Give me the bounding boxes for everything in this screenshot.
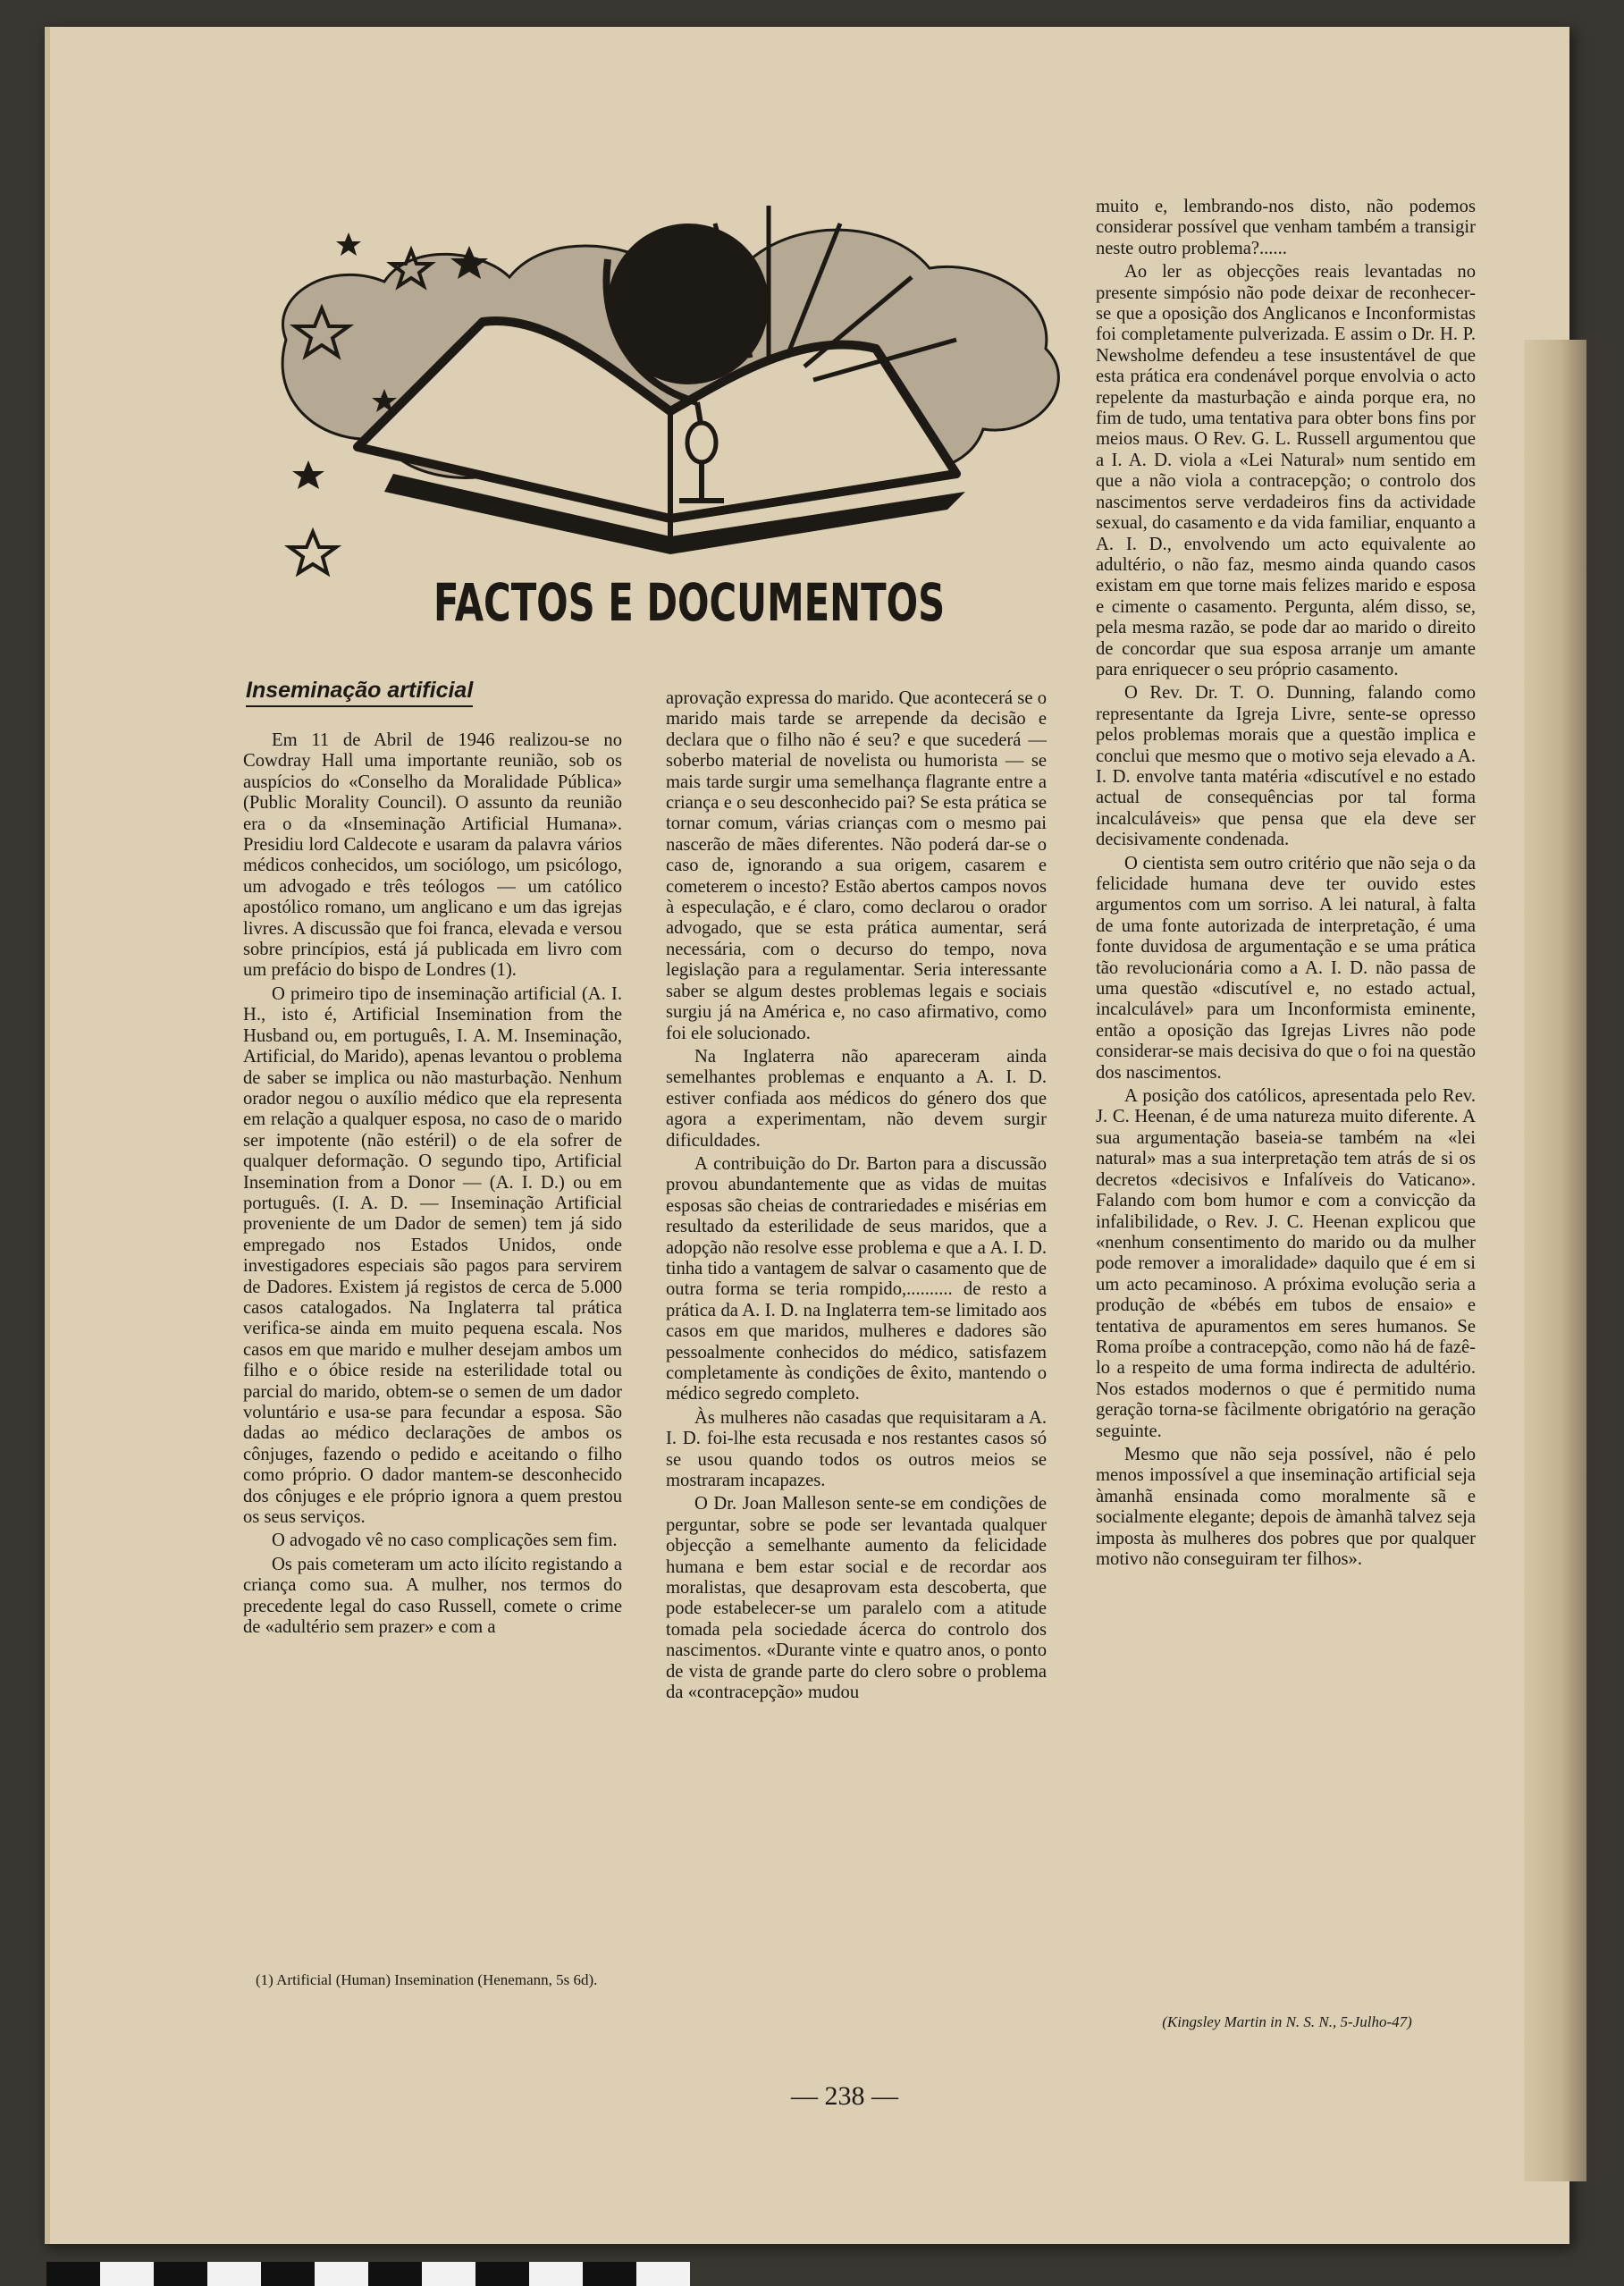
paragraph: Às mulheres não casadas que requisitaram a A. I. D. foi-lhe esta recusada e nos restantes casos só se usou quando todos os outros meios se mostraram incapazes. xyxy=(666,1407,1047,1491)
text-column-1 xyxy=(243,730,622,1641)
paragraph: O primeiro tipo de inseminação artificial (A. I. H., isto é, Artificial Insemination from the Husband ou, em português, I. A. M. Inseminação, Artificial, do Marido), apenas levantou o problema de saber se implica ou não masturbação. Nenhum orador negou o auxílio médico que ela representa em relação a qualquer esposa, no caso de o marido ser impotente (não estéril) o de ela sofrer de qualquer deformação. O segundo tipo, Artificial Insemination from a Donor — (A. I. D.) ou em português. (I. A. D. — Inseminação Artificial proveniente de um Dador de semen) tem já sido empregado nos Estados Unidos, onde investigadores especiais são pagos para servirem de Dadores. Existem já registos de cerca de 5.000 casos catalogados. Na Inglaterra tal prática verifica-se ainda em muito pequena escala. Nos casos em que marido e mulher desejam ambos um filho e o óbice reside na esterilidade total ou parcial do marido, obtem-se o semen de um dador voluntário e usa-se para fecundar a esposa. São dadas ao médico declarações de ambos os cônjuges, fazendo o pedido e aceitando o filho como próprio. O dador mantem-se desconhecido dos cônjuges e ele próprio ignora a quem prestou os seus serviços. xyxy=(243,983,622,1528)
footnote: (1) Artificial (Human) Insemination (Henemann, 5s 6d). xyxy=(256,1971,598,1988)
article-title: Inseminação artificial xyxy=(246,678,473,707)
paragraph: aprovação expressa do marido. Que acontecerá se o marido mais tarde se arrepende da decisão e declara que o filho não é seu? e que sucederá — soberbo material de novelista ou humorista — se mais tarde surgir uma semelhança flagrante entre a criança e o seu desconhecido pai? Se esta prática se tornar comum, várias crianças com o mesmo pai nascerão de mães diferentes. Não poderá dar-se o caso de, ignorando a sua origem, casarem e cometerem o incesto? Estão abertos campos novos à especulação, e é claro, como declarou o orador advogado, que se esta prática aumentar, será necessária, com o decurso do tempo, nova legislação para a regulamentar. Seria interessante saber se algum destes problemas legais e sociais surgiu já na América e, no caso afirmativo, como foi ele solucionado. xyxy=(666,688,1047,1043)
paragraph: O Dr. Joan Malleson sente-se em condições de perguntar, sobre se pode ser levantada qualquer objecção a semelhante aumento da felicidade humana e bem estar social e de recordar aos moralistas, que desaprovam esta descoberta, que pode estabelecer-se um paralelo com a atitude tomada pela sociedade ácerca do controlo dos nascimentos. «Durante vinte e quatro anos, o ponto de vista de grande parte do clero sobre o problema da «contracepção» mudou xyxy=(666,1494,1047,1703)
source-attribution: (Kingsley Martin in N. S. N., 5-Julho-47) xyxy=(1162,2013,1412,2030)
paragraph: Ao ler as objecções reais levantadas no presente simpósio não pode deixar de reconhecer-se que a oposição dos Anglicanos e Inconformistas foi completamente pulverizada. E assim o Dr. H. P. Newsholme defendeu a tese insustentável de que esta prática era condenável porque envolvia o acto repelente da masturbação e ainda porque era, no fim de tudo, uma tentativa para obter bons fins por meios maus. O Rev. G. L. Russell argumentou que a I. A. D. viola a «Lei Natural» num sentido em que a não viola a contracepção; o controlo dos nascimentos serve verdadeiros fins da actividade sexual, do casamento e da vida familiar, enquanto a A. I. D., envolvendo um acto equivalente ao adultério, o não faz, mesmo ainda quando casos existam em que torne mais felizes marido e esposa e cimente o casamento. Pergunta, além disso, se, pela mesma razão, se pode dar ao marido o direito de concordar que sua esposa arranje um amante para enriquecer o seu próprio casamento. xyxy=(1096,262,1476,679)
paragraph: Mesmo que não seja possível, não é pelo menos impossível a que inseminação artificial seja àmanhã ensinada como moralmente sã e socialmente elegante; depois de àmanhã talvez seja imposta às mulheres dos pobres que por qualquer motivo não conseguiram ter filhos». xyxy=(1096,1444,1476,1569)
paragraph: Na Inglaterra não apareceram ainda semelhantes problemas e enquanto a A. I. D. estiver confiada aos médicos do género dos que agora a experimentam, não devem surgir dificuldades. xyxy=(666,1046,1047,1151)
paragraph: Os pais cometeram um acto ilícito registando a criança como sua. A mulher, nos termos do precedente legal do caso Russell, comete o crime de «adultério sem prazer» e com a xyxy=(243,1554,622,1638)
page-number: — 238 — xyxy=(791,2081,898,2111)
text-column-3 xyxy=(1096,197,1476,1573)
paragraph: A contribuição do Dr. Barton para a discussão provou abundantemente que as vidas de muitas esposas são cheias de contrariedades e misérias em resultado da esterilidade de seus maridos, que a adopção não resolve esse problema e que a A. I. D. tinha tido a vantagem de salvar o casamento que de outra forma se teria rompido,.......... de resto a prática da A. I. D. na Inglaterra tem-se limitado aos casos em que maridos, mulheres e dadores são pessoalmente conhecidos do médico, satisfazem completamente às condições de êxito, mantendo o médico segredo completo. xyxy=(666,1153,1047,1404)
paragraph: O cientista sem outro critério que não seja o da felicidade humana deve ter ouvido estes argumentos com um sorriso. A lei natural, à falta de uma fonte autorizada de interpretação, é uma fonte duvidosa de argumentação e se uma prática tão revolucionária como a A. I. D. não passa de uma questão «discutível e, no estado actual, incalculável» para um Inconformista eminente, então a oposição das Igrejas Livres não pode considerar-se mais decisiva do que o foi na questão dos nascimentos. xyxy=(1096,853,1476,1083)
color-scale-ruler xyxy=(46,2262,690,2286)
paragraph: muito e, lembrando-nos disto, não podemos considerar possível que venham também a transigir neste outro problema?...... xyxy=(1096,197,1476,258)
paragraph: Em 11 de Abril de 1946 realizou-se no Cowdray Hall uma importante reunião, sob os auspícios do «Conselho da Moralidade Pública» (Public Morality Council). O assunto da reunião era o da «Inseminação Artificial Humana». Presidiu lord Caldecote e usaram da palavra vários médicos conhecidos, um sociólogo, um psicólogo, um advogado e três teólogos — um católico apostólico romano, um anglicano e um das igrejas livres. A discussão que foi franca, elevada e versou sobre princípios, está já publicada em livro com um prefácio do bispo de Londres (1). xyxy=(243,730,622,981)
text-column-2 xyxy=(666,688,1047,1707)
paragraph: O advogado vê no caso complicações sem fim. xyxy=(272,1531,618,1551)
section-title: FACTOS E DOCUMENTOS xyxy=(433,572,946,633)
paragraph: A posição dos católicos, apresentada pelo Rev. J. C. Heenan, é de uma natureza muito diferente. A sua argumentação baseia-se também na «lei natural» mas a sua interpretação tem atrás de si os decretos «decisivos e Infalíveis do Vaticano». Falando com bom humor e com a convicção da infalibilidade, o Rev. J. C. Heenan explicou que «nenhum consentimento do marido ou da mulher pode remover a imoralidade» daquilo que é em si um acto pecaminoso. A próxima evolução seria a produção de «bébés em tubos de ensaio» e tentativa de apuramentos em seres humanos. Se Roma proíbe a contracepção, como não há de fazê-lo a respeito de uma forma indirecta de adultério. Nos estados modernos o que é permitido numa geração torna-se fàcilmente obrigatório na geração seguinte. xyxy=(1096,1086,1476,1441)
page-edge xyxy=(1524,340,1586,2181)
paragraph: O Rev. Dr. T. O. Dunning, falando como representante da Igreja Livre, sente-se opresso pelos problemas morais que a questão implica e conclui que mesmo que o motivo seja elevado a A. I. D. envolve tanta matéria «discutível e no estado actual de consequências por tal forma incalculáveis» que pensa que ela deve ser decisivamente condenada. xyxy=(1096,683,1476,850)
